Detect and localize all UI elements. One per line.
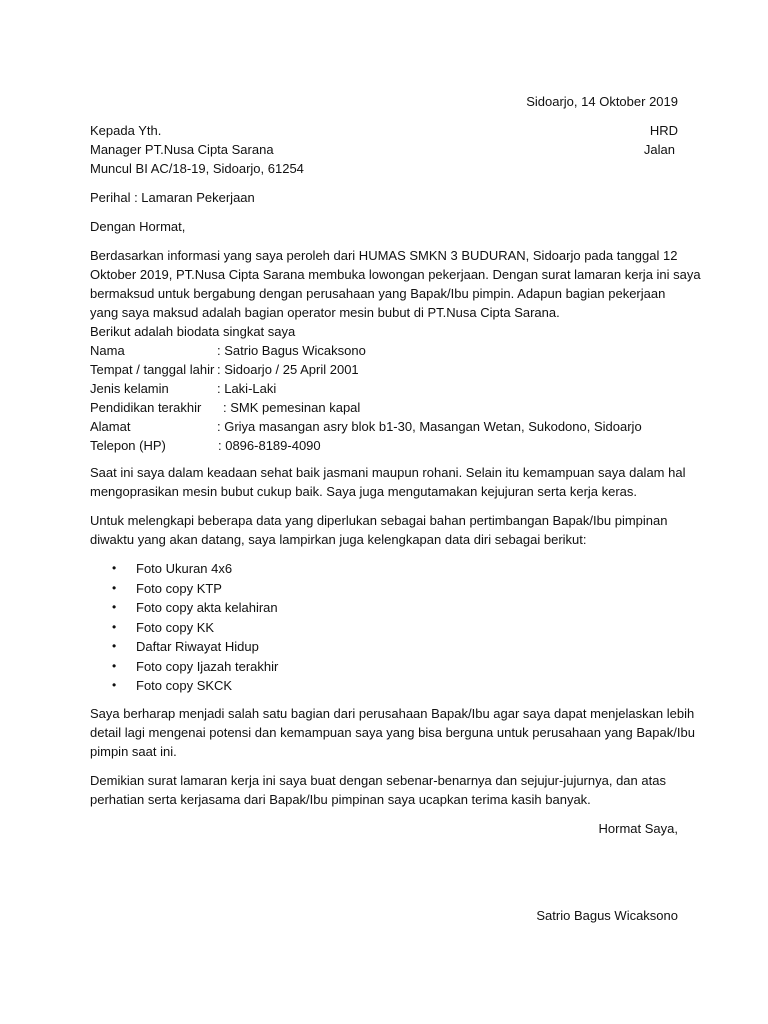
- biodata-label: Alamat: [90, 419, 131, 434]
- bullet-icon: •: [112, 580, 117, 595]
- bullet-icon: •: [112, 678, 117, 692]
- recipient-hrd: HRD: [649, 123, 678, 138]
- biodata-row: [90, 379, 680, 398]
- biodata-row: [90, 417, 680, 436]
- closing-paragraph: [90, 771, 680, 809]
- biodata-row: [90, 398, 680, 417]
- bullet-icon: •: [112, 658, 117, 673]
- attachment-intro-line: Untuk melengkapi beberapa data yang diperlukan sebagai bahan pertimbangan Bapak/Ibu pimpinan: [90, 513, 668, 528]
- health-paragraph: [90, 463, 686, 501]
- attachment-list: [112, 559, 278, 696]
- biodata-row: [90, 341, 680, 360]
- intro-line: bermaksud untuk bergabung dengan perusahaan yang Bapak/Ibu pimpin. Adapun bagian pekerjaan: [90, 286, 666, 301]
- recipient-jalan: Jalan: [643, 142, 675, 157]
- biodata-value: : Sidoarjo / 25 April 2001: [217, 362, 359, 377]
- hope-paragraph: [90, 704, 695, 761]
- attachment-item: [112, 579, 278, 599]
- biodata-label: Telepon (HP): [90, 438, 166, 453]
- attachment-item: [112, 637, 278, 657]
- intro-line: Berdasarkan informasi yang saya peroleh dari HUMAS SMKN 3 BUDURAN, Sidoarjo pada tanggal 12: [90, 248, 678, 263]
- salutation: Dengan Hormat,: [90, 219, 186, 234]
- attachment-label: Foto copy akta kelahiran: [136, 600, 278, 615]
- recipient-line-2: Manager PT.Nusa Cipta Sarana: [90, 142, 274, 157]
- biodata-row: [90, 436, 680, 455]
- attachment-intro-paragraph: [90, 511, 680, 549]
- biodata-row: [90, 360, 680, 379]
- attachment-item: [112, 559, 278, 579]
- attachment-label: Daftar Riwayat Hidup: [136, 639, 259, 654]
- biodata-value: : Satrio Bagus Wicaksono: [217, 343, 366, 358]
- intro-line: Berikut adalah biodata singkat saya: [90, 324, 296, 339]
- attachment-label: Foto copy KK: [136, 619, 215, 635]
- biodata-table: [90, 341, 680, 455]
- biodata-value: : Laki-Laki: [217, 381, 277, 396]
- biodata-label: Nama: [90, 343, 125, 358]
- biodata-value: : 0896-8189-4090: [218, 438, 321, 453]
- health-line: Saat ini saya dalam keadaan sehat baik jasmani maupun rohani. Selain itu kemampuan saya dalam hal: [90, 465, 686, 480]
- attachment-item: [112, 618, 278, 638]
- hope-line: pimpin saat ini.: [90, 744, 177, 759]
- hope-line: detail lagi mengenai potensi dan kemampuan saya yang bisa berguna untuk perusahaan yang Bapak/Ibu: [90, 725, 695, 740]
- bullet-icon: •: [112, 619, 117, 634]
- biodata-label: Jenis kelamin: [90, 381, 169, 396]
- hope-line: Saya berharap menjadi salah satu bagian dari perusahaan Bapak/Ibu agar saya dapat menjelaskan lebih: [90, 706, 695, 721]
- biodata-value: : SMK pemesinan kapal: [223, 400, 361, 415]
- recipient-line-1: Kepada Yth.: [90, 123, 162, 138]
- biodata-label: Tempat / tanggal lahir: [90, 362, 215, 377]
- bullet-icon: •: [112, 639, 117, 653]
- closing-line: perhatian serta kerjasama dari Bapak/Ibu pimpinan saya ucapkan terima kasih banyak.: [90, 792, 591, 807]
- attachment-intro-line: diwaktu yang akan datang, saya lampirkan juga kelengkapan data diri sebagai berikut:: [90, 532, 587, 547]
- intro-line: yang saya maksud adalah bagian operator mesin bubut di PT.Nusa Cipta Sarana.: [90, 305, 560, 320]
- biodata-value: : Griya masangan asry blok b1-30, Masangan Wetan, Sukodono, Sidoarjo: [217, 419, 642, 434]
- signature-name: Satrio Bagus Wicaksono: [536, 908, 678, 923]
- attachment-item: [112, 676, 278, 696]
- intro-paragraph: [90, 246, 701, 341]
- subject-line: Perihal : Lamaran Pekerjaan: [90, 190, 255, 205]
- attachment-label: Foto copy Ijazah terakhir: [136, 658, 279, 674]
- intro-line: Oktober 2019, PT.Nusa Cipta Sarana membuka lowongan pekerjaan. Dengan surat lamaran kerja ini saya: [90, 267, 701, 282]
- recipient-address: Muncul BI AC/18-19, Sidoarjo, 61254: [90, 161, 304, 176]
- attachment-label: Foto Ukuran 4x6: [136, 561, 233, 576]
- biodata-label: Pendidikan terakhir: [90, 400, 202, 415]
- closing-line: Demikian surat lamaran kerja ini saya buat dengan sebenar-benarnya dan sejujur-jujurnya, dan atas: [90, 773, 666, 788]
- attachment-item: [112, 657, 278, 677]
- attachment-item: [112, 598, 278, 618]
- health-line: mengoprasikan mesin bubut cukup baik. Saya juga mengutamakan kejujuran serta kerja keras.: [90, 484, 638, 499]
- bullet-icon: •: [112, 561, 117, 575]
- attachment-label: Foto copy SKCK: [136, 678, 233, 693]
- sign-off: Hormat Saya,: [598, 821, 678, 836]
- attachment-label: Foto copy KTP: [136, 580, 222, 596]
- place-date: Sidoarjo, 14 Oktober 2019: [526, 94, 678, 109]
- bullet-icon: •: [112, 600, 117, 614]
